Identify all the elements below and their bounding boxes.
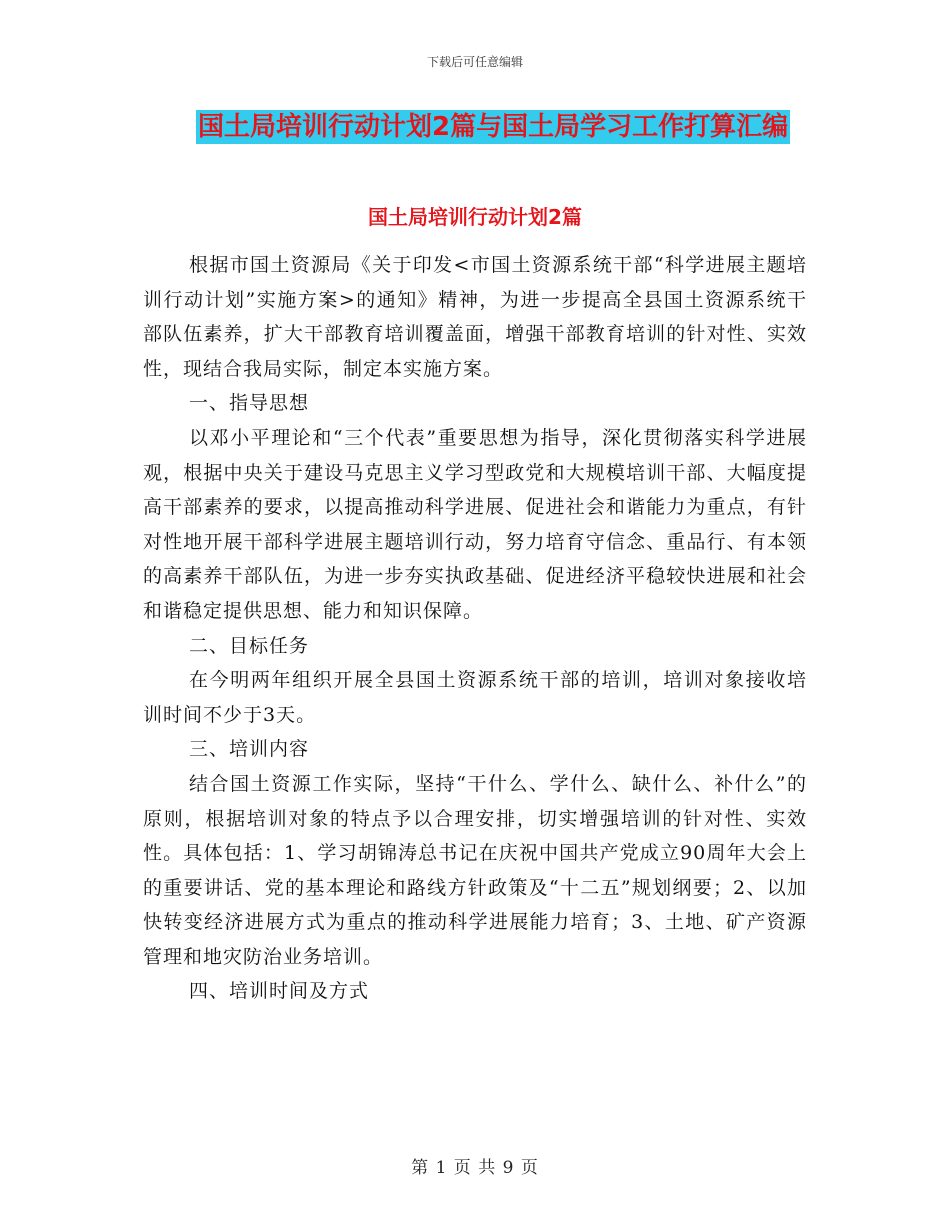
training-content-paragraph: 结合国土资源工作实际，坚持“干什么、学什么、缺什么、补什么”的原则，根据培训对象的特点予以合理安排，切实增强培训的针对性、实效性。具体包括：1、学习胡锦涛总书记在庆祝中国共产党成立90周年大会上的重要讲话、党的基本理论和路线方针政策及“十二五”规划纲要；2、以加快转变经济进展方式为重点的推动科学进展能力培育；3、土地、矿产资源管理和地灾防治业务培训。 [143, 772, 807, 968]
page-number-footer: 第 1 页 共 9 页 [411, 1158, 539, 1178]
document-body [143, 248, 807, 1009]
section-heading-goals: 二、目标任务 [189, 634, 310, 657]
goals-paragraph: 在今明两年组织开展全县国土资源系统干部的培训，培训对象接收培训时间不少于3天。 [143, 669, 807, 726]
intro-paragraph: 根据市国土资源局《关于印发<市国土资源系统干部“科学进展主题培训行动计划”实施方案>的通知》精神，为进一步提高全县国土资源系统干部队伍素养，扩大干部教育培训覆盖面，增强干部教育培训的针对性、实效性，现结合我局实际，制定本实施方案。 [143, 254, 807, 380]
document-sub-title: 国土局培训行动计划2篇 [368, 205, 582, 229]
document-main-title: 国土局培训行动计划2篇与国土局学习工作打算汇编 [198, 112, 789, 142]
guiding-thought-paragraph: 以邓小平理论和“三个代表”重要思想为指导，深化贯彻落实科学进展观，根据中央关于建设马克思主义学习型政党和大规模培训干部、大幅度提高干部素养的要求，以提高推动科学进展、促进社会和谐能力为重点，有针对性地开展干部科学进展主题培训行动，努力培育守信念、重品行、有本领的高素养干部队伍，为进一步夯实执政基础、促进经济平稳较快进展和社会和谐稳定提供思想、能力和知识保障。 [143, 426, 807, 622]
section-heading-guiding-thought: 一、指导思想 [189, 392, 310, 415]
section-heading-training-content: 三、培训内容 [189, 738, 310, 761]
section-heading-time-and-method: 四、培训时间及方式 [189, 980, 370, 1003]
header-note: 下载后可任意编辑 [426, 55, 523, 69]
